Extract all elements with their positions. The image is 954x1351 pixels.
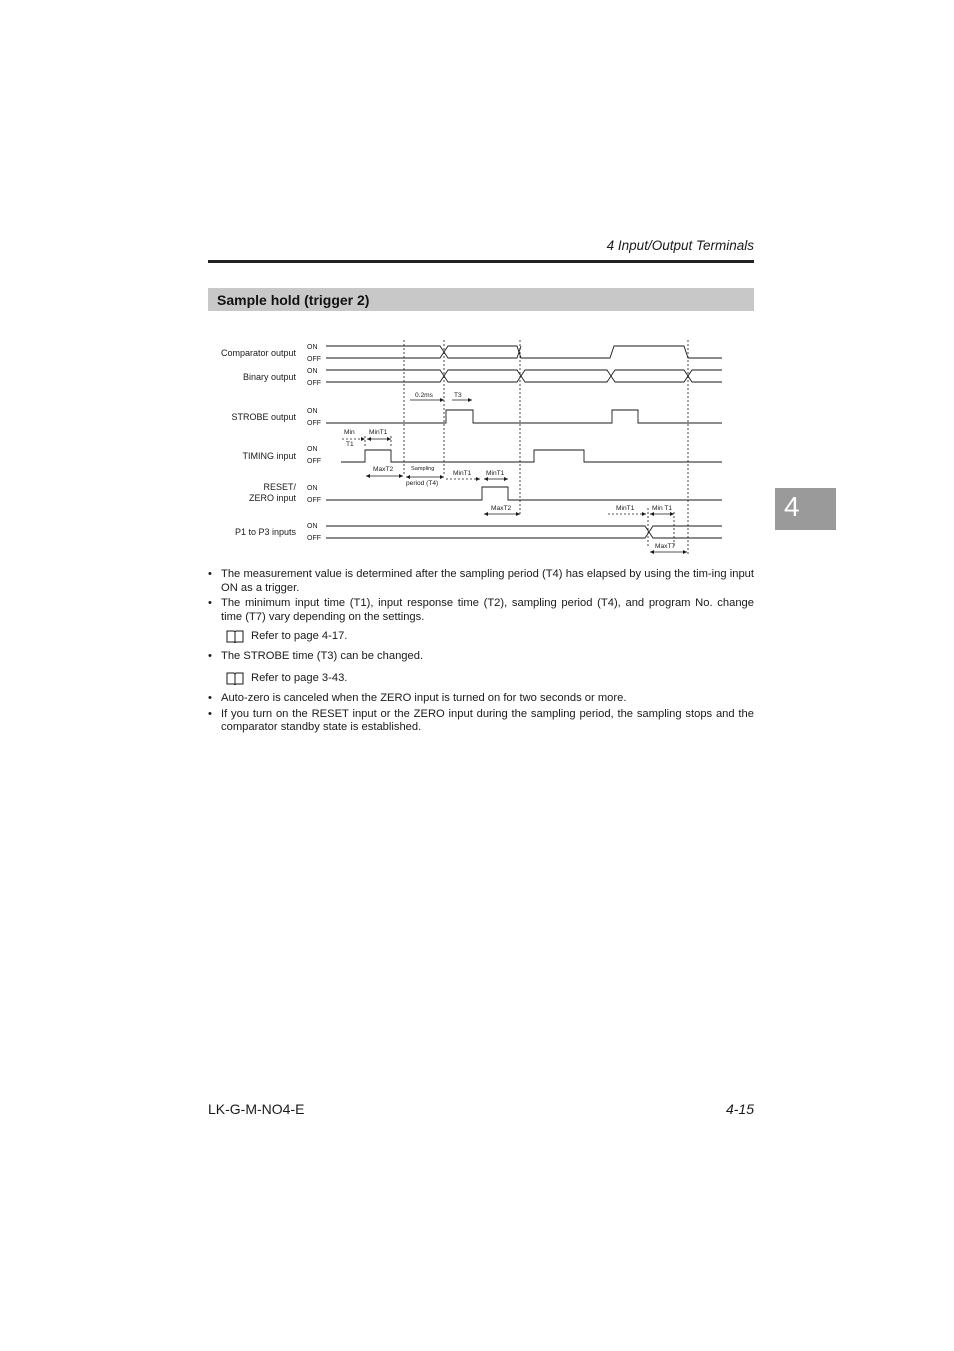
bullet-dot: • [208, 707, 212, 720]
waveform-binary-output [326, 370, 722, 382]
label-strobe-output: STROBE output [231, 412, 296, 422]
state-off: OFF [307, 497, 321, 504]
running-header: 4 Input/Output Terminals [606, 238, 754, 253]
timing-guide-lines [365, 340, 688, 554]
note-text: If you turn on the RESET input or the ZERO input during the sampling period, the sampling stops and the comparator standby state is established. [221, 707, 754, 734]
label-comparator-output: Comparator output [220, 348, 296, 358]
state-off: OFF [307, 356, 321, 363]
bullet-dot: • [208, 650, 212, 663]
annotation-min-t1-e: Min T1 [652, 505, 673, 512]
annotation-t1: T1 [346, 441, 354, 448]
annotation-mint1-d: MinT1 [616, 505, 635, 512]
timing-diagram [208, 336, 754, 560]
state-off: OFF [307, 458, 321, 465]
label-reset-line1: RESET/ [263, 482, 296, 492]
state-on: ON [307, 408, 318, 415]
label-reset-line2: ZERO input [248, 493, 296, 503]
label-p1-p3-inputs: P1 to P3 inputs [234, 527, 296, 537]
page-reference [208, 672, 754, 686]
book-icon [226, 630, 244, 643]
bullet-dot: • [208, 568, 212, 580]
annotation-0.2ms: 0.2ms [415, 392, 433, 399]
note-text: Auto-zero is canceled when the ZERO input is turned on for two seconds or more. [221, 691, 627, 704]
reference-link[interactable]: Refer to page 4-17. [251, 630, 348, 643]
state-on: ON [307, 344, 318, 351]
bullet-dot: • [208, 597, 212, 610]
chapter-tab[interactable] [775, 488, 836, 530]
list-item [208, 568, 754, 595]
label-timing-input: TIMING input [242, 451, 296, 461]
waveform-p1-p3-inputs [326, 526, 722, 538]
state-on: ON [307, 485, 318, 492]
waveform-strobe-output [326, 410, 722, 423]
section-title: Sample hold (trigger 2) [217, 292, 370, 308]
annotation-maxt2: MaxT2 [373, 466, 394, 473]
annotation-mint1-b: MinT1 [453, 470, 472, 477]
state-off: OFF [307, 420, 321, 427]
list-item [208, 708, 754, 735]
list-item [208, 692, 754, 706]
annotation-maxt2-b: MaxT2 [491, 505, 512, 512]
state-off: OFF [307, 380, 321, 387]
page-reference [208, 630, 754, 644]
state-on: ON [307, 523, 318, 530]
header-rule [208, 260, 754, 263]
book-icon [226, 672, 244, 685]
state-off: OFF [307, 535, 321, 542]
annotation-t3: T3 [454, 392, 462, 399]
annotation-sampling: Sampling [411, 466, 435, 472]
annotation-mint1: MinT1 [369, 429, 388, 436]
bullet-dot: • [208, 691, 212, 704]
waveform-comparator-output [326, 346, 722, 358]
note-text: The STROBE time (T3) can be changed. [221, 650, 424, 663]
waveform-timing-input [341, 450, 722, 462]
annotation-min: Min [344, 429, 355, 436]
section-heading-bar [208, 288, 754, 311]
state-on: ON [307, 368, 318, 375]
list-item [208, 597, 754, 624]
annotation-sampling-period: period (T4) [406, 480, 439, 487]
page-number: 4-15 [725, 1101, 754, 1117]
state-on: ON [307, 446, 318, 453]
note-text: The minimum input time (T1), input response time (T2), sampling period (T4), and program No. change time (T7) vary depending on the settings. [221, 597, 754, 623]
note-text: The measurement value is determined after the sampling period (T4) has elapsed by using the tim-ing input ON as a trigger. [221, 568, 754, 594]
waveform-reset-zero-input [326, 487, 722, 500]
annotation-mint1-c: MinT1 [486, 470, 505, 477]
reference-link[interactable]: Refer to page 3-43. [251, 671, 348, 684]
document-code: LK-G-M-NO4-E [208, 1101, 305, 1117]
notes-list [208, 568, 754, 737]
label-binary-output: Binary output [242, 372, 296, 382]
list-item [208, 650, 754, 664]
chapter-tab-number: 4 [784, 491, 800, 522]
annotation-maxt7: MaxT7 [655, 543, 676, 550]
